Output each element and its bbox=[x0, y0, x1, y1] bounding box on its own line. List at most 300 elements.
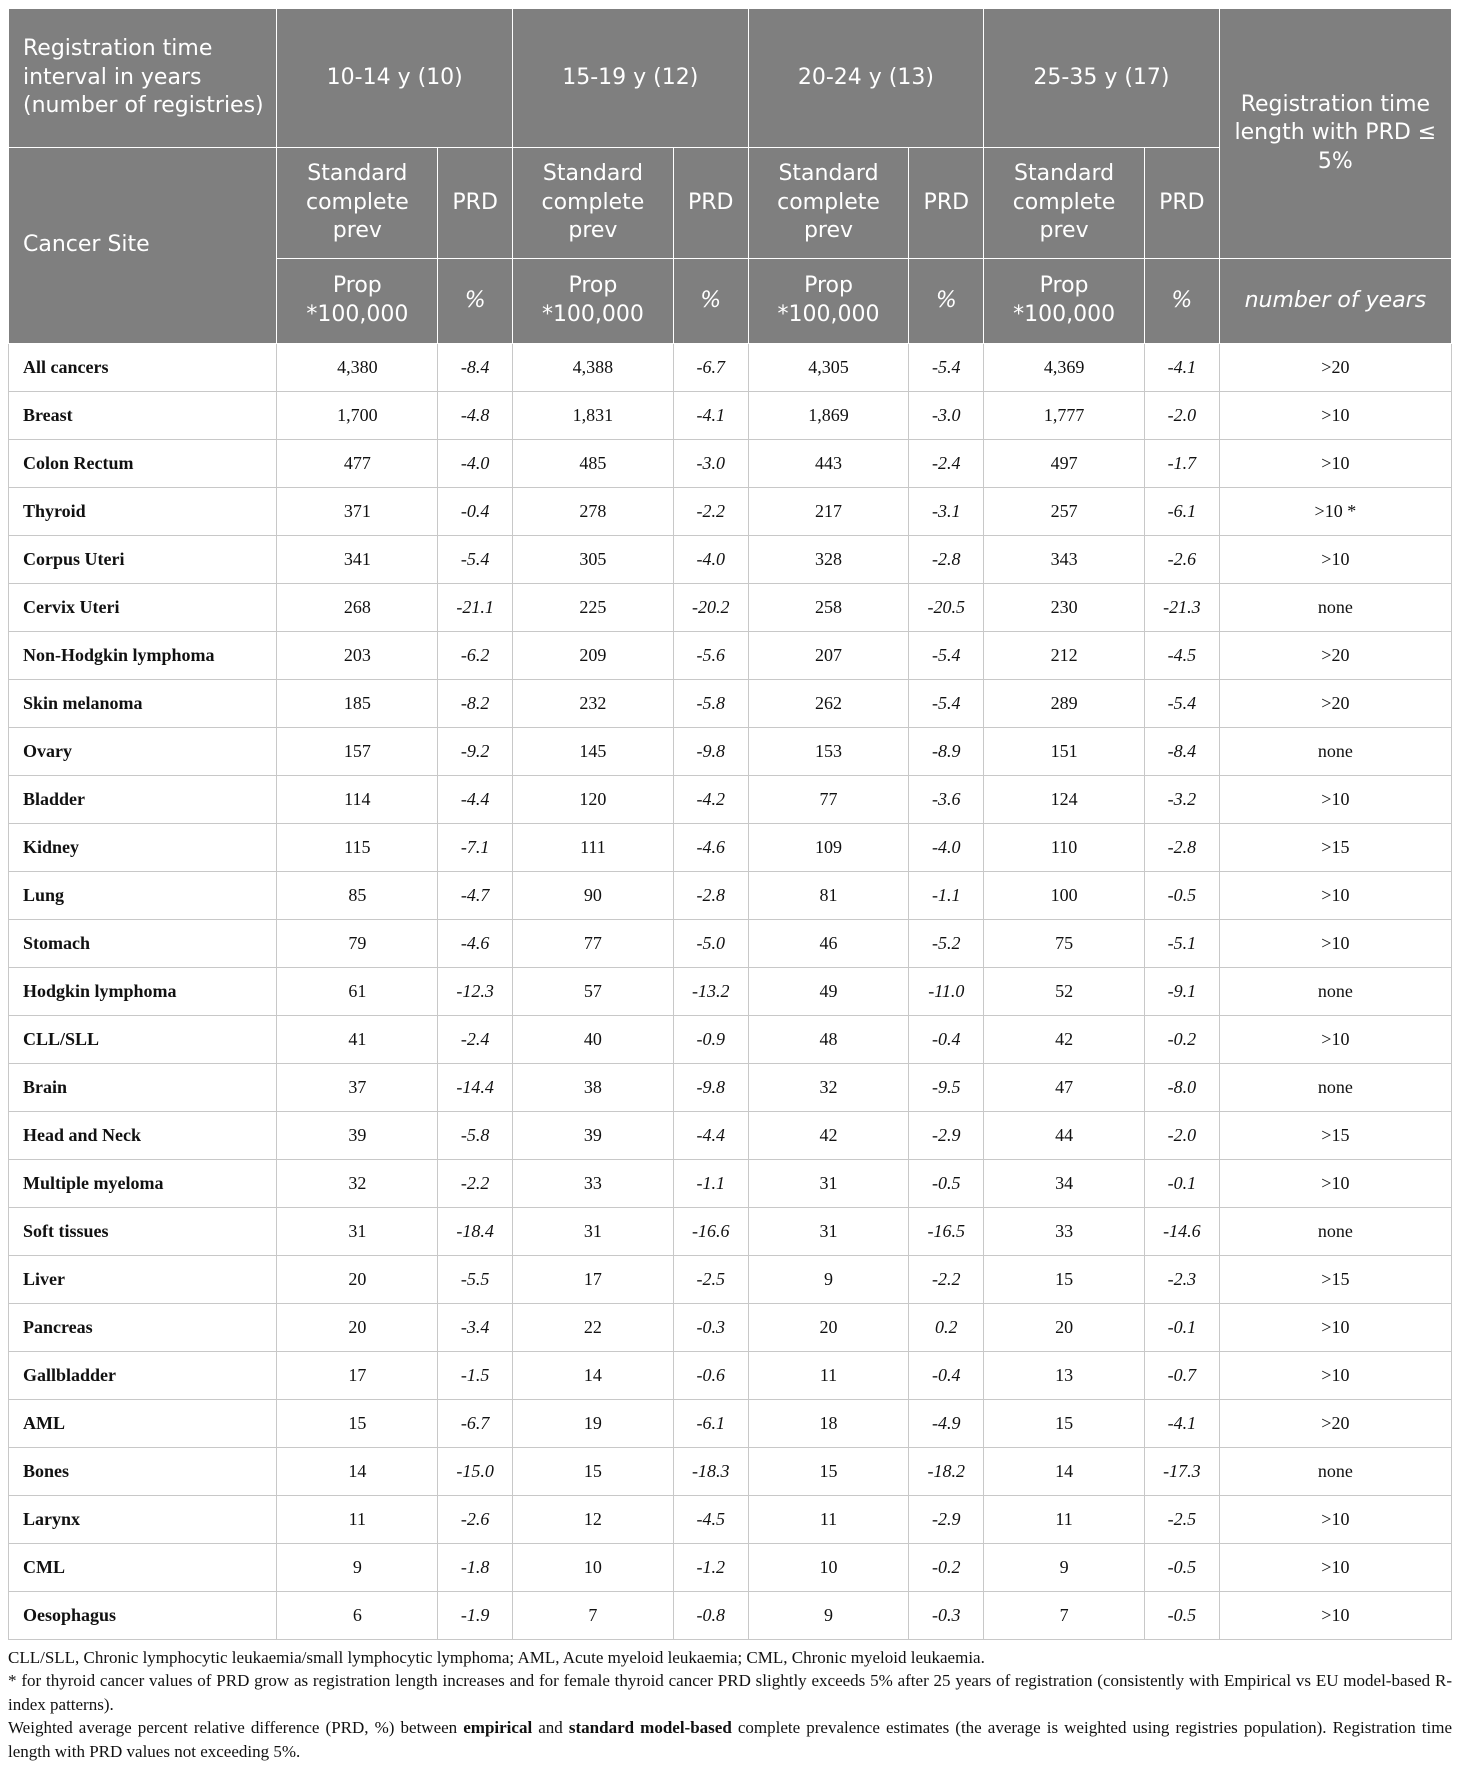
cell-prd-20-24: -2.2 bbox=[909, 1256, 984, 1304]
cell-prev-10-14: 79 bbox=[277, 920, 438, 968]
cell-prev-20-24: 11 bbox=[748, 1496, 909, 1544]
cell-prd-25-35: -2.6 bbox=[1145, 536, 1220, 584]
table-row bbox=[9, 872, 1452, 920]
cell-registration-length: >20 bbox=[1219, 1400, 1451, 1448]
cell-prev-20-24: 10 bbox=[748, 1544, 909, 1592]
cell-prev-25-35: 13 bbox=[984, 1352, 1145, 1400]
cell-prd-15-19: -4.0 bbox=[673, 536, 748, 584]
cell-prev-25-35: 7 bbox=[984, 1592, 1145, 1640]
cell-prev-15-19: 77 bbox=[513, 920, 674, 968]
cell-prev-20-24: 1,869 bbox=[748, 392, 909, 440]
cell-prev-10-14: 20 bbox=[277, 1256, 438, 1304]
cell-site: Skin melanoma bbox=[9, 680, 277, 728]
cell-prd-10-14: -4.4 bbox=[438, 776, 513, 824]
prd-header-3: PRD bbox=[909, 148, 984, 259]
cell-prd-10-14: -9.2 bbox=[438, 728, 513, 776]
cell-prd-10-14: -5.8 bbox=[438, 1112, 513, 1160]
cell-prev-15-19: 12 bbox=[513, 1496, 674, 1544]
cell-prd-20-24: -0.5 bbox=[909, 1160, 984, 1208]
cell-prd-20-24: -9.5 bbox=[909, 1064, 984, 1112]
cell-prd-10-14: -2.2 bbox=[438, 1160, 513, 1208]
cell-registration-length: >10 bbox=[1219, 776, 1451, 824]
cell-prd-25-35: -2.8 bbox=[1145, 824, 1220, 872]
cell-prd-25-35: -2.0 bbox=[1145, 1112, 1220, 1160]
cell-prd-20-24: -0.4 bbox=[909, 1352, 984, 1400]
cell-prev-25-35: 497 bbox=[984, 440, 1145, 488]
table-body bbox=[9, 344, 1452, 1640]
cell-prd-25-35: -4.1 bbox=[1145, 344, 1220, 392]
cell-site: Kidney bbox=[9, 824, 277, 872]
table-row bbox=[9, 1544, 1452, 1592]
cell-prev-15-19: 7 bbox=[513, 1592, 674, 1640]
prop-unit-4: Prop *100,000 bbox=[984, 259, 1145, 344]
cell-prev-10-14: 61 bbox=[277, 968, 438, 1016]
cell-prev-25-35: 14 bbox=[984, 1448, 1145, 1496]
cell-prev-10-14: 85 bbox=[277, 872, 438, 920]
cell-prd-15-19: -6.1 bbox=[673, 1400, 748, 1448]
cell-prd-20-24: -0.4 bbox=[909, 1016, 984, 1064]
cell-prev-15-19: 40 bbox=[513, 1016, 674, 1064]
cell-prd-25-35: -8.4 bbox=[1145, 728, 1220, 776]
table-row bbox=[9, 1160, 1452, 1208]
cell-prev-20-24: 77 bbox=[748, 776, 909, 824]
cell-prev-10-14: 6 bbox=[277, 1592, 438, 1640]
cell-prd-10-14: -14.4 bbox=[438, 1064, 513, 1112]
table-row bbox=[9, 584, 1452, 632]
weighted-note-empirical: empirical bbox=[463, 1718, 533, 1738]
cell-registration-length: >10 bbox=[1219, 872, 1451, 920]
prd-header-4: PRD bbox=[1145, 148, 1220, 259]
cell-prd-10-14: -2.4 bbox=[438, 1016, 513, 1064]
cell-registration-length: >10 bbox=[1219, 1016, 1451, 1064]
cell-prev-25-35: 15 bbox=[984, 1256, 1145, 1304]
cell-prev-15-19: 10 bbox=[513, 1544, 674, 1592]
cell-prev-25-35: 4,369 bbox=[984, 344, 1145, 392]
cell-prev-25-35: 343 bbox=[984, 536, 1145, 584]
cell-prev-10-14: 341 bbox=[277, 536, 438, 584]
cell-prd-20-24: -3.0 bbox=[909, 392, 984, 440]
cell-site: CML bbox=[9, 1544, 277, 1592]
cell-prd-20-24: -2.8 bbox=[909, 536, 984, 584]
cell-prd-10-14: -8.2 bbox=[438, 680, 513, 728]
cell-prd-10-14: -1.5 bbox=[438, 1352, 513, 1400]
cell-prd-10-14: -8.4 bbox=[438, 344, 513, 392]
cell-prd-25-35: -5.4 bbox=[1145, 680, 1220, 728]
cell-site: Non-Hodgkin lymphoma bbox=[9, 632, 277, 680]
cell-prd-25-35: -21.3 bbox=[1145, 584, 1220, 632]
cell-prev-10-14: 114 bbox=[277, 776, 438, 824]
percent-unit-4: % bbox=[1145, 259, 1220, 344]
cell-prd-20-24: -0.3 bbox=[909, 1592, 984, 1640]
cell-prd-10-14: -12.3 bbox=[438, 968, 513, 1016]
cell-registration-length: >10 bbox=[1219, 1544, 1451, 1592]
table-row bbox=[9, 1304, 1452, 1352]
cell-prd-20-24: -16.5 bbox=[909, 1208, 984, 1256]
cell-prev-10-14: 185 bbox=[277, 680, 438, 728]
cell-prev-15-19: 278 bbox=[513, 488, 674, 536]
cell-prd-25-35: -17.3 bbox=[1145, 1448, 1220, 1496]
cell-prev-10-14: 31 bbox=[277, 1208, 438, 1256]
cell-registration-length: none bbox=[1219, 1064, 1451, 1112]
cell-site: Breast bbox=[9, 392, 277, 440]
cell-registration-length: none bbox=[1219, 968, 1451, 1016]
cell-site: CLL/SLL bbox=[9, 1016, 277, 1064]
cell-prev-20-24: 46 bbox=[748, 920, 909, 968]
cell-registration-length: >20 bbox=[1219, 680, 1451, 728]
cell-prev-15-19: 19 bbox=[513, 1400, 674, 1448]
cell-prd-15-19: -1.1 bbox=[673, 1160, 748, 1208]
cell-prd-15-19: -9.8 bbox=[673, 728, 748, 776]
cell-prd-25-35: -5.1 bbox=[1145, 920, 1220, 968]
table-row bbox=[9, 728, 1452, 776]
weighted-note-start: Weighted average percent relative difference (PRD, %) between bbox=[8, 1718, 464, 1738]
cell-prd-20-24: -11.0 bbox=[909, 968, 984, 1016]
cell-prd-15-19: -9.8 bbox=[673, 1064, 748, 1112]
cell-prd-15-19: -13.2 bbox=[673, 968, 748, 1016]
cell-prev-20-24: 11 bbox=[748, 1352, 909, 1400]
cell-prev-10-14: 32 bbox=[277, 1160, 438, 1208]
cell-prev-10-14: 37 bbox=[277, 1064, 438, 1112]
table-row bbox=[9, 632, 1452, 680]
cell-prd-15-19: -18.3 bbox=[673, 1448, 748, 1496]
cell-prev-15-19: 209 bbox=[513, 632, 674, 680]
standard-header-4: Standard complete prev bbox=[984, 148, 1145, 259]
table-row bbox=[9, 1496, 1452, 1544]
cell-prev-25-35: 33 bbox=[984, 1208, 1145, 1256]
cell-registration-length: >10 bbox=[1219, 920, 1451, 968]
cell-prd-15-19: -4.5 bbox=[673, 1496, 748, 1544]
cell-prev-15-19: 31 bbox=[513, 1208, 674, 1256]
prop-unit-2: Prop *100,000 bbox=[513, 259, 674, 344]
cell-prd-25-35: -2.0 bbox=[1145, 392, 1220, 440]
standard-header-3: Standard complete prev bbox=[748, 148, 909, 259]
cell-prd-15-19: -4.6 bbox=[673, 824, 748, 872]
cell-prd-10-14: -4.0 bbox=[438, 440, 513, 488]
interval-header-2: 15-19 y (12) bbox=[513, 9, 749, 148]
table-row bbox=[9, 1352, 1452, 1400]
cell-prev-25-35: 11 bbox=[984, 1496, 1145, 1544]
prop-unit-1: Prop *100,000 bbox=[277, 259, 438, 344]
cell-prd-15-19: -3.0 bbox=[673, 440, 748, 488]
table-row bbox=[9, 536, 1452, 584]
percent-unit-2: % bbox=[673, 259, 748, 344]
cell-prd-10-14: -21.1 bbox=[438, 584, 513, 632]
cell-prev-15-19: 4,388 bbox=[513, 344, 674, 392]
cell-prev-25-35: 20 bbox=[984, 1304, 1145, 1352]
cell-prev-20-24: 9 bbox=[748, 1256, 909, 1304]
cell-prev-15-19: 225 bbox=[513, 584, 674, 632]
cell-prd-25-35: -0.5 bbox=[1145, 1592, 1220, 1640]
cell-prev-20-24: 48 bbox=[748, 1016, 909, 1064]
cell-prd-10-14: -0.4 bbox=[438, 488, 513, 536]
cell-prev-25-35: 151 bbox=[984, 728, 1145, 776]
cell-prev-10-14: 371 bbox=[277, 488, 438, 536]
cell-prev-20-24: 4,305 bbox=[748, 344, 909, 392]
cell-prev-10-14: 4,380 bbox=[277, 344, 438, 392]
cell-prd-25-35: -0.1 bbox=[1145, 1160, 1220, 1208]
cell-prev-15-19: 90 bbox=[513, 872, 674, 920]
cell-site: Corpus Uteri bbox=[9, 536, 277, 584]
cell-prev-25-35: 289 bbox=[984, 680, 1145, 728]
cell-prd-15-19: -1.2 bbox=[673, 1544, 748, 1592]
table-row bbox=[9, 1256, 1452, 1304]
cell-prev-20-24: 109 bbox=[748, 824, 909, 872]
cell-prd-10-14: -6.7 bbox=[438, 1400, 513, 1448]
cell-prd-15-19: -5.6 bbox=[673, 632, 748, 680]
cell-prev-10-14: 203 bbox=[277, 632, 438, 680]
cell-prd-25-35: -8.0 bbox=[1145, 1064, 1220, 1112]
cell-prd-10-14: -6.2 bbox=[438, 632, 513, 680]
cell-prev-10-14: 17 bbox=[277, 1352, 438, 1400]
cell-prev-25-35: 110 bbox=[984, 824, 1145, 872]
cell-registration-length: >10 bbox=[1219, 1304, 1451, 1352]
weighted-note-and: and bbox=[532, 1718, 569, 1738]
cell-site: Multiple myeloma bbox=[9, 1160, 277, 1208]
cell-prd-25-35: -2.3 bbox=[1145, 1256, 1220, 1304]
table-row bbox=[9, 920, 1452, 968]
cell-site: Larynx bbox=[9, 1496, 277, 1544]
cell-prd-25-35: -4.5 bbox=[1145, 632, 1220, 680]
cell-prev-15-19: 39 bbox=[513, 1112, 674, 1160]
cell-registration-length: none bbox=[1219, 728, 1451, 776]
table-row bbox=[9, 344, 1452, 392]
prd-header-2: PRD bbox=[673, 148, 748, 259]
cell-prd-25-35: -0.5 bbox=[1145, 1544, 1220, 1592]
cell-prev-25-35: 9 bbox=[984, 1544, 1145, 1592]
cell-prev-15-19: 232 bbox=[513, 680, 674, 728]
cell-prd-15-19: -0.9 bbox=[673, 1016, 748, 1064]
cell-site: All cancers bbox=[9, 344, 277, 392]
cell-prev-20-24: 81 bbox=[748, 872, 909, 920]
cell-site: Soft tissues bbox=[9, 1208, 277, 1256]
cancer-site-header: Cancer Site bbox=[9, 148, 277, 344]
table-row bbox=[9, 1208, 1452, 1256]
thyroid-note: * for thyroid cancer values of PRD grow as registration length increases and for female thyroid cancer PRD slightly exceeds 5% after 25 years of registration (consistently with Empirical vs EU model-based R-index patterns). bbox=[8, 1671, 1452, 1714]
cell-prd-15-19: -20.2 bbox=[673, 584, 748, 632]
cell-prev-20-24: 15 bbox=[748, 1448, 909, 1496]
table-footnotes bbox=[8, 1646, 1452, 1763]
cell-prd-25-35: -0.1 bbox=[1145, 1304, 1220, 1352]
cell-prd-25-35: -2.5 bbox=[1145, 1496, 1220, 1544]
cell-prev-20-24: 42 bbox=[748, 1112, 909, 1160]
cell-site: Gallbladder bbox=[9, 1352, 277, 1400]
cell-prev-10-14: 1,700 bbox=[277, 392, 438, 440]
table-row bbox=[9, 392, 1452, 440]
cell-prev-20-24: 207 bbox=[748, 632, 909, 680]
cell-prd-10-14: -2.6 bbox=[438, 1496, 513, 1544]
cell-prev-25-35: 47 bbox=[984, 1064, 1145, 1112]
cell-prev-25-35: 212 bbox=[984, 632, 1145, 680]
years-unit: number of years bbox=[1219, 259, 1451, 344]
cell-prev-25-35: 42 bbox=[984, 1016, 1145, 1064]
cell-prd-20-24: -1.1 bbox=[909, 872, 984, 920]
cell-prd-20-24: -5.4 bbox=[909, 632, 984, 680]
abbreviations-note: CLL/SLL, Chronic lymphocytic leukaemia/small lymphocytic lymphoma; AML, Acute myeloid leukaemia; CML, Chronic myeloid leukaemia. bbox=[8, 1648, 985, 1667]
standard-header-2: Standard complete prev bbox=[513, 148, 674, 259]
cell-prd-15-19: -16.6 bbox=[673, 1208, 748, 1256]
cell-prev-15-19: 485 bbox=[513, 440, 674, 488]
cell-prd-25-35: -0.5 bbox=[1145, 872, 1220, 920]
cell-prd-10-14: -5.5 bbox=[438, 1256, 513, 1304]
cell-prev-25-35: 124 bbox=[984, 776, 1145, 824]
cell-prev-20-24: 328 bbox=[748, 536, 909, 584]
cell-prev-20-24: 31 bbox=[748, 1160, 909, 1208]
cell-prev-10-14: 157 bbox=[277, 728, 438, 776]
cell-site: Hodgkin lymphoma bbox=[9, 968, 277, 1016]
cell-prev-25-35: 75 bbox=[984, 920, 1145, 968]
cell-prd-20-24: -2.9 bbox=[909, 1496, 984, 1544]
cell-prd-25-35: -6.1 bbox=[1145, 488, 1220, 536]
cell-prd-10-14: -5.4 bbox=[438, 536, 513, 584]
cell-prd-20-24: -8.9 bbox=[909, 728, 984, 776]
table-row bbox=[9, 1016, 1452, 1064]
document bbox=[8, 8, 1452, 1763]
cell-site: Lung bbox=[9, 872, 277, 920]
cell-site: Colon Rectum bbox=[9, 440, 277, 488]
interval-header-1: 10-14 y (10) bbox=[277, 9, 513, 148]
table-row bbox=[9, 824, 1452, 872]
table-row bbox=[9, 680, 1452, 728]
cell-prd-10-14: -4.6 bbox=[438, 920, 513, 968]
cell-registration-length: >20 bbox=[1219, 632, 1451, 680]
cell-registration-length: >10 bbox=[1219, 392, 1451, 440]
percent-unit-3: % bbox=[909, 259, 984, 344]
cell-site: Ovary bbox=[9, 728, 277, 776]
table-row bbox=[9, 1400, 1452, 1448]
cell-prev-20-24: 31 bbox=[748, 1208, 909, 1256]
table-row bbox=[9, 1112, 1452, 1160]
cell-prd-15-19: -2.5 bbox=[673, 1256, 748, 1304]
cell-prev-10-14: 15 bbox=[277, 1400, 438, 1448]
cell-prev-25-35: 44 bbox=[984, 1112, 1145, 1160]
table-row bbox=[9, 1064, 1452, 1112]
cell-prd-25-35: -3.2 bbox=[1145, 776, 1220, 824]
cell-prev-15-19: 33 bbox=[513, 1160, 674, 1208]
cell-prd-10-14: -3.4 bbox=[438, 1304, 513, 1352]
cell-prd-10-14: -7.1 bbox=[438, 824, 513, 872]
table-row bbox=[9, 1448, 1452, 1496]
cell-prd-20-24: -4.0 bbox=[909, 824, 984, 872]
cell-prev-10-14: 115 bbox=[277, 824, 438, 872]
cell-prev-15-19: 38 bbox=[513, 1064, 674, 1112]
cell-prev-10-14: 268 bbox=[277, 584, 438, 632]
cell-prd-15-19: -2.8 bbox=[673, 872, 748, 920]
cell-prev-20-24: 9 bbox=[748, 1592, 909, 1640]
cell-prd-15-19: -5.8 bbox=[673, 680, 748, 728]
cell-prev-25-35: 34 bbox=[984, 1160, 1145, 1208]
table-header bbox=[9, 9, 1452, 344]
cell-registration-length: >10 bbox=[1219, 1352, 1451, 1400]
cell-prev-25-35: 100 bbox=[984, 872, 1145, 920]
cell-prev-10-14: 20 bbox=[277, 1304, 438, 1352]
cell-registration-length: >10 bbox=[1219, 1592, 1451, 1640]
cell-prev-25-35: 1,777 bbox=[984, 392, 1145, 440]
cell-prd-20-24: -2.4 bbox=[909, 440, 984, 488]
cell-prev-15-19: 305 bbox=[513, 536, 674, 584]
table-row bbox=[9, 440, 1452, 488]
cell-prd-25-35: -0.2 bbox=[1145, 1016, 1220, 1064]
percent-unit-1: % bbox=[438, 259, 513, 344]
cell-site: Bladder bbox=[9, 776, 277, 824]
cell-prev-15-19: 17 bbox=[513, 1256, 674, 1304]
cell-prd-20-24: -20.5 bbox=[909, 584, 984, 632]
cell-registration-length: >10 bbox=[1219, 1160, 1451, 1208]
weighted-note bbox=[8, 1716, 1452, 1763]
cell-prd-20-24: -5.2 bbox=[909, 920, 984, 968]
interval-label: Registration time interval in years (number of registries) bbox=[9, 9, 277, 148]
interval-header-4: 25-35 y (17) bbox=[984, 9, 1220, 148]
cell-prd-20-24: -4.9 bbox=[909, 1400, 984, 1448]
cell-prd-20-24: 0.2 bbox=[909, 1304, 984, 1352]
cell-site: AML bbox=[9, 1400, 277, 1448]
cell-registration-length: >10 bbox=[1219, 536, 1451, 584]
cell-prev-20-24: 258 bbox=[748, 584, 909, 632]
cell-prev-10-14: 477 bbox=[277, 440, 438, 488]
cell-prd-10-14: -1.8 bbox=[438, 1544, 513, 1592]
cell-prev-15-19: 145 bbox=[513, 728, 674, 776]
cell-prev-20-24: 443 bbox=[748, 440, 909, 488]
cell-site: Pancreas bbox=[9, 1304, 277, 1352]
cell-prd-25-35: -1.7 bbox=[1145, 440, 1220, 488]
cell-site: Brain bbox=[9, 1064, 277, 1112]
prd-header-1: PRD bbox=[438, 148, 513, 259]
cell-prev-15-19: 15 bbox=[513, 1448, 674, 1496]
table-row bbox=[9, 488, 1452, 536]
cell-prev-15-19: 22 bbox=[513, 1304, 674, 1352]
cell-prev-10-14: 39 bbox=[277, 1112, 438, 1160]
cell-prev-20-24: 217 bbox=[748, 488, 909, 536]
cell-prev-20-24: 32 bbox=[748, 1064, 909, 1112]
cell-prd-15-19: -0.6 bbox=[673, 1352, 748, 1400]
table-row bbox=[9, 968, 1452, 1016]
cell-prd-15-19: -0.3 bbox=[673, 1304, 748, 1352]
table-row bbox=[9, 1592, 1452, 1640]
cell-prev-25-35: 257 bbox=[984, 488, 1145, 536]
cell-prd-20-24: -3.1 bbox=[909, 488, 984, 536]
cell-prev-20-24: 18 bbox=[748, 1400, 909, 1448]
cell-site: Thyroid bbox=[9, 488, 277, 536]
cell-site: Liver bbox=[9, 1256, 277, 1304]
cell-site: Bones bbox=[9, 1448, 277, 1496]
cell-registration-length: >15 bbox=[1219, 1256, 1451, 1304]
cell-prev-15-19: 120 bbox=[513, 776, 674, 824]
cell-site: Stomach bbox=[9, 920, 277, 968]
cell-registration-length: >15 bbox=[1219, 1112, 1451, 1160]
cell-prev-10-14: 14 bbox=[277, 1448, 438, 1496]
cell-site: Head and Neck bbox=[9, 1112, 277, 1160]
cell-prd-15-19: -2.2 bbox=[673, 488, 748, 536]
cell-prd-10-14: -4.7 bbox=[438, 872, 513, 920]
cell-prev-15-19: 57 bbox=[513, 968, 674, 1016]
cell-registration-length: >20 bbox=[1219, 344, 1451, 392]
cell-prd-20-24: -5.4 bbox=[909, 344, 984, 392]
cell-prd-10-14: -18.4 bbox=[438, 1208, 513, 1256]
cell-registration-length: none bbox=[1219, 1208, 1451, 1256]
cell-prd-15-19: -4.1 bbox=[673, 392, 748, 440]
cell-registration-length: >10 bbox=[1219, 440, 1451, 488]
cell-prd-15-19: -5.0 bbox=[673, 920, 748, 968]
cell-prd-15-19: -4.2 bbox=[673, 776, 748, 824]
cell-prd-25-35: -14.6 bbox=[1145, 1208, 1220, 1256]
cell-prev-20-24: 49 bbox=[748, 968, 909, 1016]
cell-prd-10-14: -1.9 bbox=[438, 1592, 513, 1640]
registration-length-header: Registration time length with PRD ≤ 5% bbox=[1219, 9, 1451, 259]
cell-prev-15-19: 1,831 bbox=[513, 392, 674, 440]
prop-unit-3: Prop *100,000 bbox=[748, 259, 909, 344]
cell-prev-25-35: 230 bbox=[984, 584, 1145, 632]
cell-prev-10-14: 11 bbox=[277, 1496, 438, 1544]
cell-registration-length: >10 bbox=[1219, 1496, 1451, 1544]
